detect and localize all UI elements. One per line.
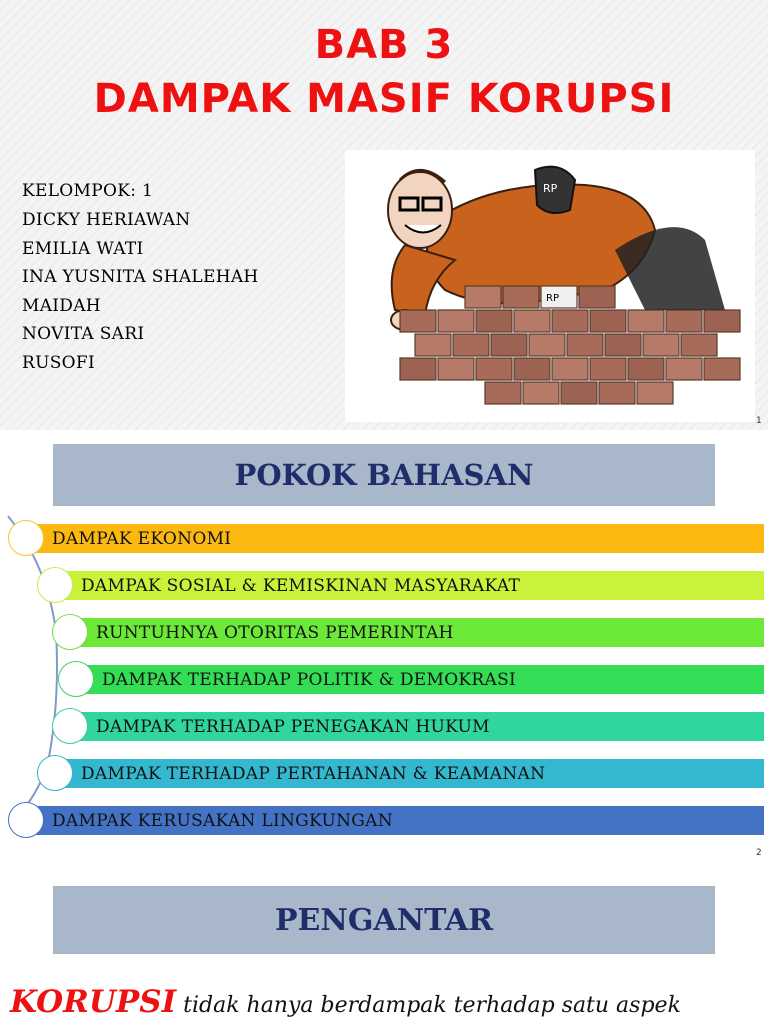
member-name: MAIDAH	[22, 296, 101, 316]
svg-text:RP: RP	[546, 293, 559, 304]
topic-bar	[70, 712, 764, 741]
topic-bar	[26, 524, 764, 553]
slide-1	[0, 0, 768, 430]
section-heading: POKOK BAHASAN	[53, 444, 715, 506]
member-name: INA YUSNITA SHALEHAH	[22, 267, 259, 287]
topic-bullet-circle	[52, 614, 88, 650]
page-number: 1	[756, 416, 762, 426]
topic-bullet-circle	[52, 708, 88, 744]
slide-title-line-1: BAB 3	[314, 22, 454, 68]
member-name: EMILIA WATI	[22, 239, 144, 259]
slide-title-line-2: DAMPAK MASIF KORUPSI	[93, 76, 675, 122]
topic-bullet-circle	[58, 661, 94, 697]
topic-bullet-circle	[37, 567, 73, 603]
topic-label: DAMPAK EKONOMI	[52, 528, 232, 549]
topic-bullet-circle	[8, 520, 44, 556]
intro-rest: tidak hanya berdampak terhadap satu aspek	[176, 993, 681, 1018]
topic-bullet-circle	[8, 802, 44, 838]
member-name: NOVITA SARI	[22, 324, 145, 344]
topic-label: DAMPAK SOSIAL & KEMISKINAN MASYARAKAT	[81, 575, 521, 596]
member-name: RUSOFI	[22, 353, 96, 373]
topic-bar	[26, 806, 764, 835]
topic-bullet-circle	[37, 755, 73, 791]
group-label: KELOMPOK: 1	[22, 181, 154, 201]
topic-label: DAMPAK KERUSAKAN LINGKUNGAN	[52, 810, 393, 831]
intro-keyword: KORUPSI	[10, 984, 177, 1020]
slide-3	[0, 866, 768, 1024]
svg-text:RP: RP	[543, 182, 558, 195]
topic-label: DAMPAK TERHADAP POLITIK & DEMOKRASI	[102, 669, 517, 690]
topic-label: DAMPAK TERHADAP PERTAHANAN & KEAMANAN	[81, 763, 546, 784]
corrupt-official-cartoon	[345, 150, 755, 422]
member-name: DICKY HERIAWAN	[22, 210, 191, 230]
topic-bar	[55, 571, 764, 600]
page-number: 2	[756, 848, 762, 858]
slide-2	[0, 432, 768, 862]
topic-label: RUNTUHNYA OTORITAS PEMERINTAH	[96, 622, 454, 643]
topic-label: DAMPAK TERHADAP PENEGAKAN HUKUM	[96, 716, 490, 737]
topic-bar	[55, 759, 764, 788]
section-heading: PENGANTAR	[53, 886, 715, 954]
topic-bar	[70, 618, 764, 647]
intro-sentence	[10, 984, 681, 1020]
topic-bar	[76, 665, 764, 694]
